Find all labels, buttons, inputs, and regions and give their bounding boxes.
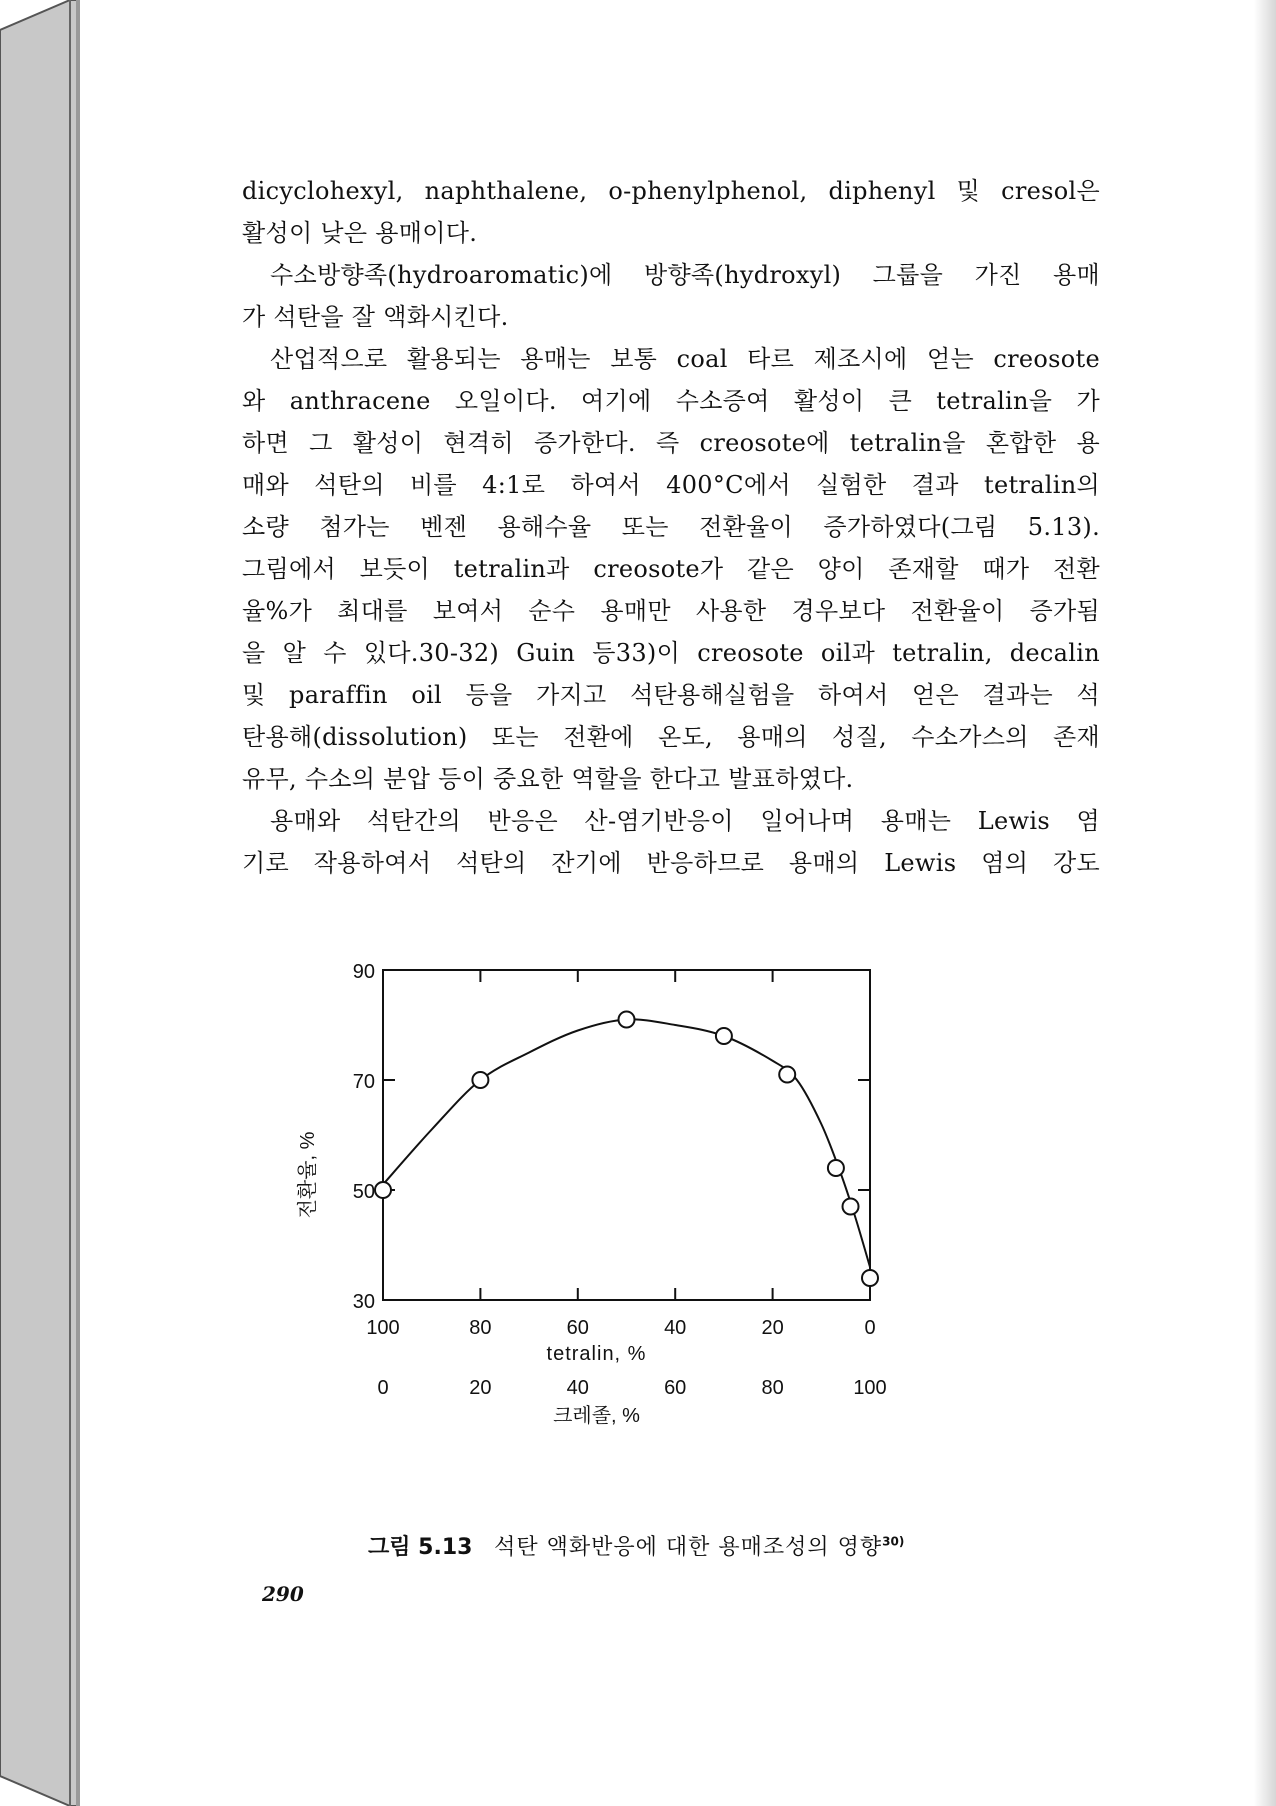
- text-line: 율%가 최대를 보여서 순수 용매만 사용한 경우보다 전환율이 증가됨: [242, 597, 1100, 625]
- x-tick-label-tetralin: 40: [664, 1317, 687, 1339]
- x-tick-label-cresol: 80: [761, 1377, 784, 1399]
- x-axis-label: tetralin, %: [546, 1343, 647, 1365]
- text-line: 용매와 석탄간의 반응은 산-염기반응이 일어나며 용매는 Lewis 염: [270, 807, 1100, 835]
- text-line: 산업적으로 활용되는 용매는 보통 coal 타르 제조시에 얻는 creosote: [270, 345, 1100, 373]
- x-tick-label-cresol: 20: [469, 1377, 492, 1399]
- data-point: [472, 1072, 488, 1088]
- data-point: [779, 1067, 795, 1083]
- caption-ref: 30): [882, 1534, 905, 1549]
- data-point: [716, 1028, 732, 1044]
- x-tick-label-cresol: 60: [664, 1377, 687, 1399]
- text-line: dicyclohexyl, naphthalene, o-phenylphenol, diphenyl 및 cresol은: [242, 177, 1100, 205]
- book-spine-edge: [0, 0, 78, 1806]
- text-line: 와 anthracene 오일이다. 여기에 수소증여 활성이 큰 tetralin을 가: [242, 387, 1100, 415]
- y-tick-label: 30: [352, 1291, 375, 1313]
- x-tick-label-tetralin: 100: [366, 1317, 400, 1339]
- text-line: 탄용해(dissolution) 또는 전환에 온도, 용매의 성질, 수소가스의 존재: [242, 723, 1100, 751]
- text-line: 을 알 수 있다.30-32) Guin 등33)이 creosote oil과 tetralin, decalin: [242, 639, 1100, 667]
- x-axis-label-2: 크레졸, %: [553, 1405, 640, 1427]
- text-line: 소량 첨가는 벤젠 용해수율 또는 전환율이 증가하였다(그림 5.13).: [242, 513, 1100, 541]
- text-line: 매와 석탄의 비를 4:1로 하여서 400°C에서 실험한 결과 tetralin의: [242, 471, 1100, 499]
- text-line: 수소방향족(hydroaromatic)에 방향족(hydroxyl) 그룹을 가진 용매: [270, 261, 1100, 289]
- text-line: 가 석탄을 잘 액화시킨다.: [242, 303, 509, 331]
- page-number: 290: [262, 1582, 304, 1606]
- caption-number: 그림 5.13: [368, 1535, 473, 1560]
- figure: [280, 950, 1020, 1510]
- y-axis-label: 전환율, %: [297, 1131, 319, 1219]
- x-tick-label-tetralin: 0: [864, 1317, 876, 1339]
- data-point: [828, 1160, 844, 1176]
- page-shadow: [1254, 0, 1276, 1806]
- figure-caption: [368, 1530, 904, 1561]
- x-tick-label-cresol: 40: [566, 1377, 589, 1399]
- data-point: [619, 1012, 635, 1028]
- x-tick-label-cresol: 0: [377, 1377, 389, 1399]
- data-point: [862, 1270, 878, 1286]
- caption-text: 석탄 액화반응에 대한 용매조성의 영향: [494, 1535, 883, 1560]
- x-tick-label-cresol: 100: [853, 1377, 887, 1399]
- text-line: 기로 작용하여서 석탄의 잔기에 반응하므로 용매의 Lewis 염의 강도: [242, 849, 1100, 877]
- text-line: 활성이 낮은 용매이다.: [242, 219, 478, 247]
- text-line: 그림에서 보듯이 tetralin과 creosote가 같은 양이 존재할 때가 전환: [242, 555, 1100, 583]
- data-point: [843, 1199, 859, 1215]
- data-point: [375, 1182, 391, 1198]
- y-tick-label: 50: [352, 1181, 375, 1203]
- body-text: [242, 170, 1100, 884]
- x-tick-label-tetralin: 80: [469, 1317, 492, 1339]
- fit-curve: [383, 1019, 870, 1267]
- text-line: 하면 그 활성이 현격히 증가한다. 즉 creosote에 tetralin을 혼합한 용: [242, 429, 1100, 457]
- y-tick-label: 90: [352, 961, 375, 983]
- x-tick-label-tetralin: 20: [761, 1317, 784, 1339]
- conversion-chart: [280, 950, 1020, 1510]
- text-line: 및 paraffin oil 등을 가지고 석탄용해실험을 하여서 얻은 결과는 석: [242, 681, 1100, 709]
- y-tick-label: 70: [352, 1071, 375, 1093]
- x-tick-label-tetralin: 60: [566, 1317, 589, 1339]
- text-line: 유무, 수소의 분압 등이 중요한 역할을 한다고 발표하였다.: [242, 765, 854, 793]
